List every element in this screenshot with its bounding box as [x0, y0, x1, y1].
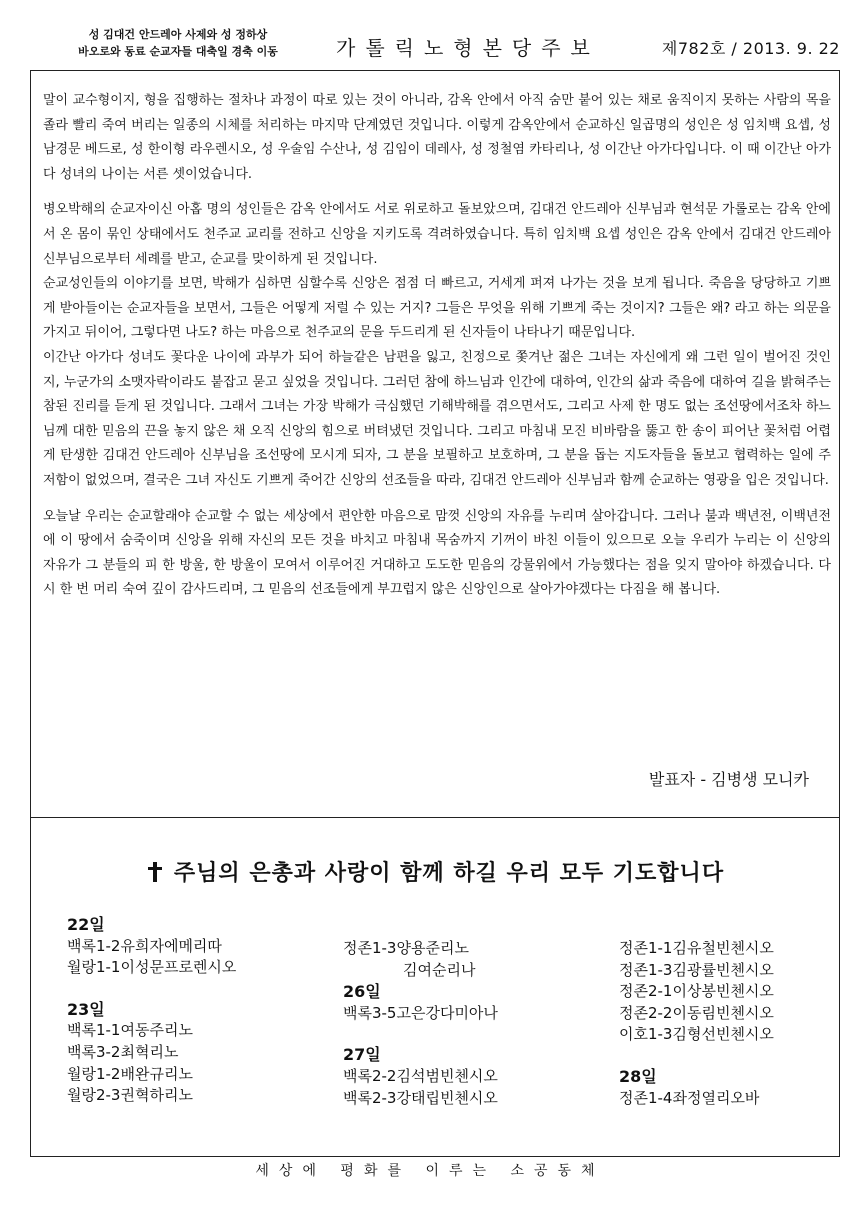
article-paragraph-3: 순교성인들의 이야기를 보면, 박해가 심하면 심할수록 신앙은 점점 더 빠르고, 거세게 퍼져 나가는 것을 보게 됩니다. 죽음을 당당하고 기쁘게 받아들이는 순교자들을 보면서, 그들은 어떻게 저럴 수 있는 거지? 그들은 무엇을 위해 기쁘게 죽는 것이지? 그들은 왜? 라고 하는 의문을 가지고 뒤이어, 그렇다면 나도? 하는 마음으로 천주교의 문을 두드리게 된 신자들이 나타나기 때문입니다. — [43, 276, 831, 341]
feast-title-line1: 성 김대건 안드레아 사제와 성 정하상 — [88, 28, 268, 41]
footer-motto: 세상에 평화를 이루는 소공동체 — [255, 1163, 605, 1179]
bulletin-header — [28, 26, 840, 66]
issue-number-date: 제782호 / 2013. 9. 22 — [661, 39, 840, 58]
prayer-entry: 정존1-3김광률빈첸시오 — [619, 960, 774, 979]
presenter-signature: 발표자 - 김병생 모니카 — [648, 770, 809, 789]
article-paragraph-5: 오늘날 우리는 순교할래야 순교할 수 없는 세상에서 편안한 마음으로 맘껏 신앙의 자유를 누리며 살아갑니다. 그러나 불과 백년전, 이백년전에 이 땅에서 숨죽이며 신앙을 위해 자신의 모든 것을 바치고 마침내 목숨까지 기꺼이 바친 이들이 있으므로 오늘 우리가 누리는 이 신앙의 자유가 그 분들의 피 한 방울, 한 방울이 모여서 이루어진 거대하고 도도한 믿음의 강물위에서 가능했다는 점을 잊지 말아야 하겠습니다. 다시 한 번 머리 숙여 깊이 감사드리며, 그 믿음의 선조들에게 부끄럽지 않은 신앙인으로 살아가야겠다는 다짐을 해 봅니다. — [43, 508, 831, 598]
prayer-entry: 정존2-1이상봉빈첸시오 — [619, 982, 774, 1001]
day-label-28: 28일 — [619, 1066, 657, 1086]
prayer-entry: 백록2-2김석범빈첸시오 — [343, 1066, 498, 1085]
prayer-entry: 백록2-3강태립빈첸시오 — [343, 1088, 498, 1107]
prayer-box — [30, 817, 840, 1157]
article-paragraph-4: 이간난 아가다 성녀도 꽃다운 나이에 과부가 되어 하늘같은 남편을 잃고, 친정으로 쫓겨난 젊은 그녀는 자신에게 왜 그런 일이 벌어진 것인지, 누군가의 소맷자락이라도 붙잡고 묻고 싶었을 것입니다. 그러던 참에 하느님과 인간에 대하여, 인간의 삶과 죽음에 대하여 길을 밝혀주는 참된 진리를 듣게 된 것입니다. 그래서 그녀는 가장 박해가 극심했던 기해박해를 겪으면서도, 그리고 사제 한 명도 없는 조선땅에서조차 하느님께 대한 믿음의 끈을 놓지 않은 채 오직 신앙의 힘으로 버텨냈던 것입니다. 그리고 마침내 모진 비바람을 뚫고 한 송이 피어난 꽃처럼 어렵게 탄생한 김대건 안드레아 신부님을 조선땅에 모시게 되자, 그 분을 보필하고 보호하며, 그 분을 돕는 지도자들을 돌보고 협력하는 일에 주저함이 없었으며, 결국은 그녀 자신도 기쁘게 죽어간 신앙의 선조들을 따라, 김대건 안드레아 신부님과 함께 순교하는 영광을 입은 것입니다. — [43, 349, 831, 488]
day-label-23: 23일 — [67, 999, 105, 1019]
prayer-entry: 이호1-3김형선빈첸시오 — [619, 1025, 774, 1044]
prayer-entry: 월랑1-1이성문프로렌시오 — [67, 958, 237, 977]
prayer-entry: 백록3-5고은강다미아나 — [343, 1003, 498, 1022]
prayer-entry: 정존1-4좌정열리오바 — [619, 1088, 760, 1107]
prayer-entry: 정존2-2이동림빈첸시오 — [619, 1003, 774, 1022]
prayer-column-3 — [619, 938, 774, 1109]
prayer-entry: 백록3-2최혁리노 — [67, 1042, 179, 1061]
prayer-column-1 — [67, 914, 236, 1107]
prayer-entry: 백록1-2유희자에메리따 — [67, 936, 222, 955]
bulletin-title: 가톨릭노형본당주보 — [336, 36, 600, 60]
prayer-entry: 정존1-3양용준리노 — [343, 939, 469, 957]
prayer-entry: 월랑2-3권혁하리노 — [67, 1086, 193, 1105]
article-box — [30, 70, 840, 817]
prayer-entry: 백록1-1여동주리노 — [67, 1021, 193, 1040]
cross-icon — [148, 862, 162, 882]
day-label-26: 26일 — [343, 982, 381, 1002]
prayer-entry: 월랑1-2배완규리노 — [67, 1064, 193, 1083]
article-paragraph-1: 말이 교수형이지, 형을 집행하는 절차나 과정이 따로 있는 것이 아니라, 감옥 안에서 아직 숨만 붙어 있는 채로 움직이지 못하는 사람의 목을 졸라 빨리 죽여 버리는 일종의 시체를 처리하는 마지막 단계였던 것입니다. 이렇게 감옥안에서 순교하신 일곱명의 성인은 성 임치백 요셉, 성 남경문 베드로, 성 한이형 라우렌시오, 성 우술임 수산나, 성 김임이 데레사, 성 정철염 카타리나, 성 이간난 아가다입니다. 이 때 이간난 아가다 성녀의 나이는 서른 셋이었습니다. — [43, 93, 831, 182]
day-label-27: 27일 — [343, 1045, 381, 1065]
prayer-entry: 정존1-1김유철빈첸시오 — [619, 939, 774, 957]
prayer-heading-text: 주님의 은총과 사랑이 함께 하길 우리 모두 기도합니다 — [173, 861, 725, 886]
prayer-heading — [31, 856, 841, 887]
prayer-column-2 — [343, 938, 498, 1109]
prayer-entry: 김여순리나 — [403, 960, 476, 979]
day-label-22: 22일 — [67, 915, 105, 934]
article-paragraph-2: 병오박해의 순교자이신 아홉 명의 성인들은 감옥 안에서도 서로 위로하고 돌보았으며, 김대건 안드레아 신부님과 현석문 가롤로는 감옥 안에서 온 몸이 묶인 상태에서도 천주교 교리를 전하고 신앙을 지키도록 격려하였습니다. 특히 임치백 요셉 성인은 감옥 안에서 김대건 안드레아 신부님으로부터 세례를 받고, 순교를 맞이하게 된 것입니다. — [43, 202, 831, 267]
feast-title-line2: 바오로와 동료 순교자들 대축일 경축 이동 — [78, 45, 278, 58]
feast-title — [28, 26, 328, 60]
article-body — [43, 89, 831, 603]
